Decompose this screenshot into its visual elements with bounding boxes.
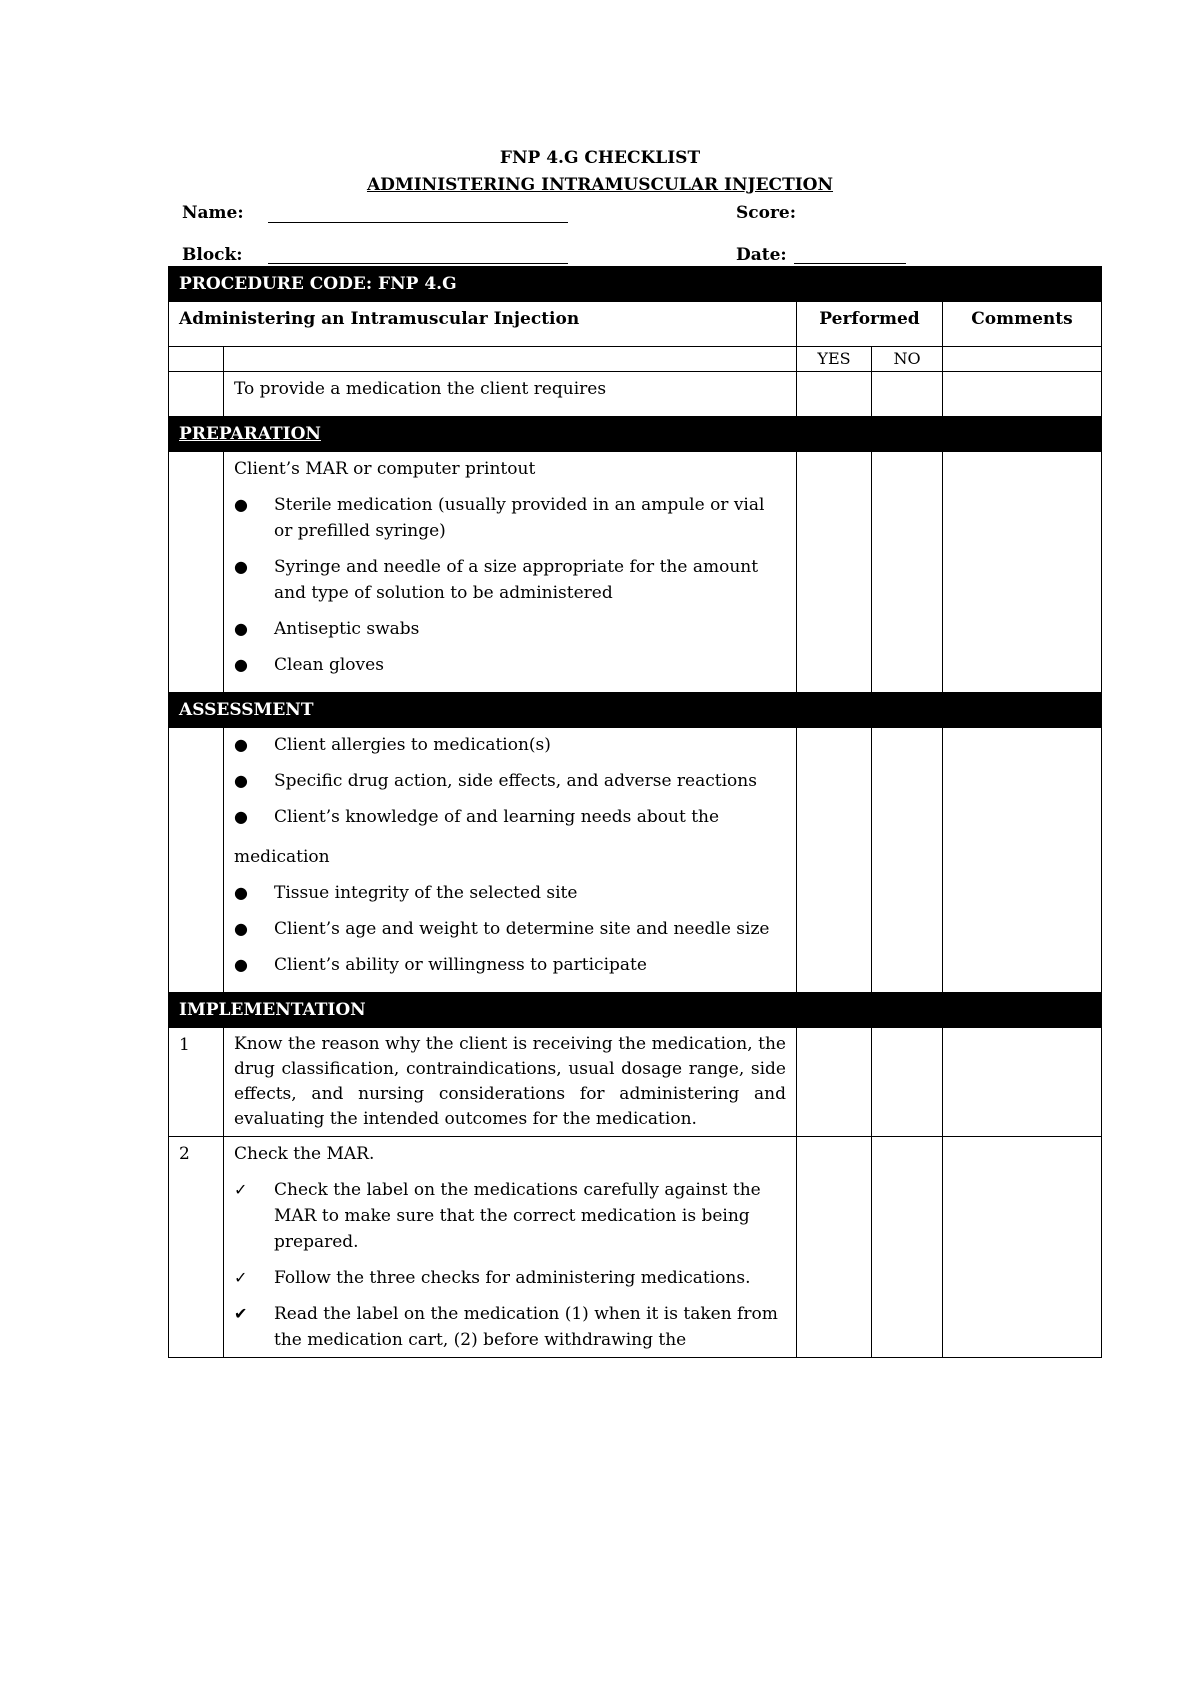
yes-cell[interactable]	[797, 452, 872, 693]
date-label: Date:	[736, 245, 787, 265]
list-item: ● Clean gloves	[234, 652, 786, 678]
name-label: Name:	[182, 203, 244, 223]
list-item: ● Client’s age and weight to determine site and needle size	[234, 916, 786, 942]
comments-cell[interactable]	[943, 347, 1102, 372]
num-cell	[169, 347, 224, 372]
no-cell[interactable]	[872, 452, 943, 693]
procedure-code: PROCEDURE CODE: FNP 4.G	[169, 267, 1102, 302]
yes-cell[interactable]	[797, 1028, 872, 1137]
step-text: Know the reason why the client is receiving the medication, the drug classification, contraindications, usual dosage range, side effects, and nursing considerations for administering and evaluating the intended outcomes for the medication.	[224, 1028, 797, 1137]
comments-cell[interactable]	[943, 728, 1102, 993]
yes-header: YES	[797, 347, 872, 372]
list-item: ✓ Check the label on the medications carefully against the MAR to make sure that the correct medication is being prepared.	[234, 1177, 786, 1255]
step-number: 2	[169, 1137, 224, 1358]
check-heavy-icon: ✔	[234, 1304, 248, 1323]
step-row	[169, 1137, 1102, 1358]
bullet-icon: ●	[234, 557, 248, 576]
bullet-icon: ●	[234, 883, 248, 902]
comments-cell[interactable]	[943, 452, 1102, 693]
bullet-icon: ●	[234, 955, 248, 974]
bullet-icon: ●	[234, 919, 248, 938]
assessment-bar	[169, 693, 1102, 728]
bullet-icon: ●	[234, 619, 248, 638]
list-item: ● Syringe and needle of a size appropriate for the amount and type of solution to be administered	[234, 554, 786, 606]
step-row	[169, 1028, 1102, 1137]
bullet-icon: ●	[234, 495, 248, 514]
comments-header: Comments	[943, 302, 1102, 347]
list-item: ● Sterile medication (usually provided in an ampule or vial or prefilled syringe)	[234, 492, 786, 544]
implementation-bar	[169, 993, 1102, 1028]
name-field-line[interactable]	[268, 222, 568, 223]
no-header: NO	[872, 347, 943, 372]
bullet-icon: ●	[234, 771, 248, 790]
list-item: ✔ Read the label on the medication (1) when it is taken from the medication cart, (2) before withdrawing the	[234, 1301, 786, 1353]
check-icon: ✓	[234, 1180, 248, 1199]
comments-cell[interactable]	[943, 1137, 1102, 1358]
no-cell[interactable]	[872, 372, 943, 417]
block-label: Block:	[182, 245, 243, 265]
block-field-line[interactable]	[268, 263, 568, 264]
no-cell[interactable]	[872, 728, 943, 993]
preparation-heading: PREPARATION	[179, 424, 321, 444]
yes-cell[interactable]	[797, 372, 872, 417]
yes-cell[interactable]	[797, 728, 872, 993]
list-item: ● Tissue integrity of the selected site	[234, 880, 786, 906]
list-item: ● Specific drug action, side effects, and adverse reactions	[234, 768, 786, 794]
assessment-content	[224, 728, 797, 993]
num-cell	[169, 728, 224, 993]
score-label: Score:	[736, 203, 797, 223]
purpose-text: To provide a medication the client requires	[224, 372, 797, 417]
yes-cell[interactable]	[797, 1137, 872, 1358]
step-content	[224, 1137, 797, 1358]
purpose-row	[169, 372, 1102, 417]
assessment-row	[169, 728, 1102, 993]
list-item: ✓ Follow the three checks for administering medications.	[234, 1265, 786, 1291]
performed-header: Performed	[797, 302, 943, 347]
list-item: ● Client’s knowledge of and learning needs about the	[234, 804, 786, 830]
list-item: ● Client’s ability or willingness to participate	[234, 952, 786, 978]
bullet-icon: ●	[234, 655, 248, 674]
procedure-name: Administering an Intramuscular Injection	[169, 302, 797, 347]
list-item: ● Client allergies to medication(s)	[234, 732, 786, 758]
procedure-code-bar	[169, 267, 1102, 302]
checklist-table	[168, 266, 1102, 1358]
document-subtitle: ADMINISTERING INTRAMUSCULAR INJECTION	[366, 175, 834, 195]
num-cell	[169, 372, 224, 417]
no-cell[interactable]	[872, 1028, 943, 1137]
empty-cell	[224, 347, 797, 372]
preparation-content	[224, 452, 797, 693]
comments-cell[interactable]	[943, 1028, 1102, 1137]
assessment-heading: ASSESSMENT	[169, 693, 1102, 728]
date-field-line[interactable]	[794, 263, 906, 264]
bullet-icon: ●	[234, 807, 248, 826]
yes-no-row	[169, 347, 1102, 372]
list-continuation: medication	[234, 847, 330, 867]
preparation-row	[169, 452, 1102, 693]
implementation-heading: IMPLEMENTATION	[169, 993, 1102, 1028]
step-number: 1	[169, 1028, 224, 1137]
preparation-bar	[169, 417, 1102, 452]
no-cell[interactable]	[872, 1137, 943, 1358]
procedure-header-row	[169, 302, 1102, 347]
document-title: FNP 4.G CHECKLIST	[499, 148, 701, 168]
comments-cell[interactable]	[943, 372, 1102, 417]
preparation-lead: Client’s MAR or computer printout	[234, 459, 536, 479]
step-text: Check the MAR.	[234, 1144, 375, 1164]
list-item: ● Antiseptic swabs	[234, 616, 786, 642]
check-icon: ✓	[234, 1268, 248, 1287]
num-cell	[169, 452, 224, 693]
bullet-icon: ●	[234, 735, 248, 754]
